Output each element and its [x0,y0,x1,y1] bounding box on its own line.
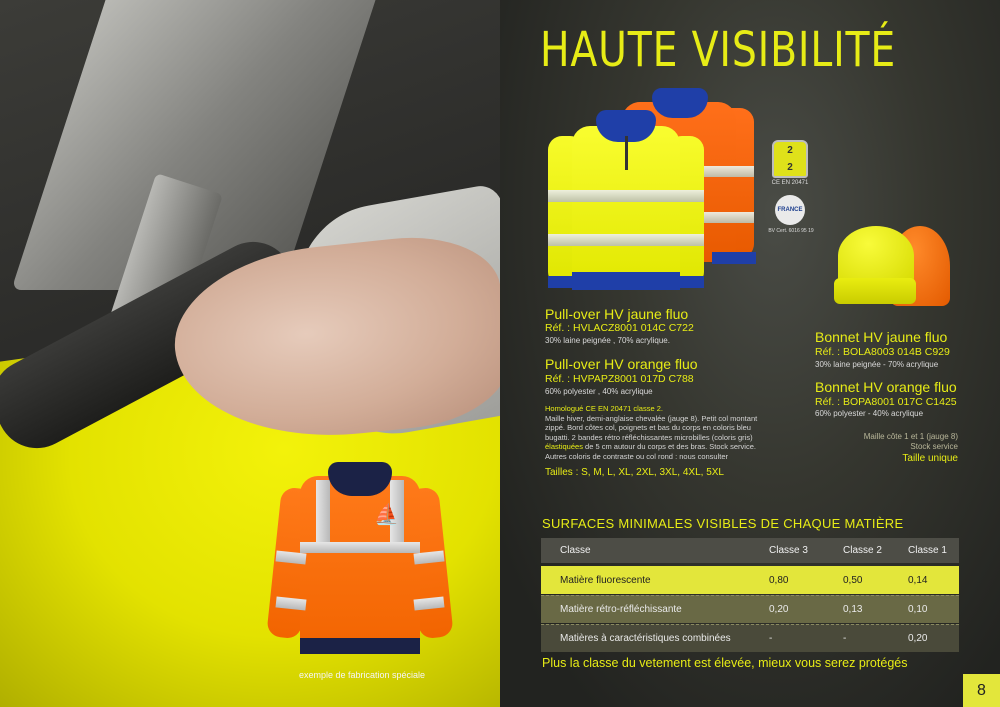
product-ref-yellow-pullover: Réf. : HVLACZ8001 014C C722 [545,322,694,334]
sail-logo-icon: ⛵ [374,504,399,526]
zipper [625,136,628,170]
product-ref-yellow-bonnet: Réf. : BOLA8003 014B C929 [815,346,950,358]
other-colors-text: Autres coloris de contraste ou col rond : nous consulter [545,451,729,461]
table-header-cell: Classe 2 [843,545,882,556]
product-composition-orange-bonnet: 60% polyester - 40% acrylique [815,409,924,418]
bonnet-size-text: Taille unique [902,453,958,464]
table-title: SURFACES MINIMALES VISIBLES DE CHAQUE MATIÈRE [542,516,904,531]
bonnet-stock-text: Stock service [910,442,958,451]
table-cell: 0,20 [769,604,789,615]
table-header-cell: Classe 3 [769,545,808,556]
made-in-france-icon: FRANCE [775,195,805,225]
table-cell: 0,80 [769,574,789,586]
table-cell: 0,20 [908,633,928,644]
bureau-veritas-label: BV Cert. 6016 95 19 [768,228,814,234]
reflective-band-chest [300,542,420,553]
reflective-band-waist [548,234,704,246]
product-composition-orange-pullover: 60% polyester , 40% acrylique [545,387,653,396]
table-row [541,595,959,623]
product-description [545,404,767,461]
hi-vis-vest-icon [772,140,808,178]
elastic-text: de 5 cm autour du corps et des bras. Stock service. [585,442,756,451]
standard-label: CE EN 20471 [771,180,809,186]
pullover-hem [300,638,420,654]
table-cell: 0,14 [908,574,928,586]
table-cell: 0,13 [843,604,863,615]
reflective-strap-left [316,480,330,542]
page-number: 8 [963,674,1000,707]
table-header-cell: Classe 1 [908,545,947,556]
pullover-hem [572,272,680,290]
product-composition-yellow-pullover: 30% laine peignée , 70% acrylique. [545,336,670,345]
vest-class-top: 2 [787,145,793,156]
homologation-text: Homologué CE EN 20471 classe 2. [545,404,663,413]
bonnet-description [820,432,958,452]
sizes-text: Tailles : S, M, L, XL, 2XL, 3XL, 4XL, 5XL [545,467,724,478]
table-cell: - [769,633,773,644]
product-composition-yellow-bonnet: 30% laine peignée - 70% acrylique [815,360,939,369]
page-title: HAUTE VISIBILITÉ [540,22,897,78]
table-cell: Matières à caractéristiques combinées [560,633,731,644]
product-name-orange-pullover: Pull-over HV orange fluo [545,356,698,372]
product-name-yellow-bonnet: Bonnet HV jaune fluo [815,329,948,345]
special-pullover-image [270,458,450,668]
table-cell: Matière rétro-réfléchissante [560,604,682,615]
yellow-beanie-cuff [834,278,916,304]
table-cell: 0,50 [843,574,863,586]
product-name-yellow-pullover: Pull-over HV jaune fluo [545,306,689,322]
bonnet-knit-text: Maille côte 1 et 1 (jauge 8) [863,432,958,441]
pullover-collar [328,462,392,496]
special-example-caption: exemple de fabrication spéciale [298,670,426,680]
reflective-band-chest [548,190,704,202]
product-ref-orange-bonnet: Réf. : BOPA8001 017C C1425 [815,396,957,408]
table-cell: 0,10 [908,604,928,615]
visibility-table [541,538,959,653]
yellow-beanie-image [838,226,914,286]
vest-class-bottom: 2 [787,162,793,173]
table-cell: Matière fluorescente [560,574,651,586]
table-row [541,624,959,652]
product-name-orange-bonnet: Bonnet HV orange fluo [815,379,957,395]
pullover-cuff [712,252,756,264]
table-row [541,566,959,594]
pullover-cuff-right [668,276,704,288]
table-cell: - [843,633,847,644]
elastic-label: élastiquées [545,442,583,451]
description-text: Maille hiver, demi-anglaise chevalée (jauge 8). Petit col montant zippé. Bord côtes col, poignets et bas du corps en coloris bleu bugatti. 2 bandes rétro réfléchissantes microbilles (coloris gris) [545,413,758,442]
yellow-pullover-image [548,110,704,292]
footer-note: Plus la classe du vetement est élevée, mieux vous serez protégés [542,656,908,670]
table-header-row [541,538,959,563]
table-header-cell: Classe [560,545,591,556]
pullover-cuff-left [548,276,584,288]
product-ref-orange-pullover: Réf. : HVPAPZ8001 017D C788 [545,373,694,385]
